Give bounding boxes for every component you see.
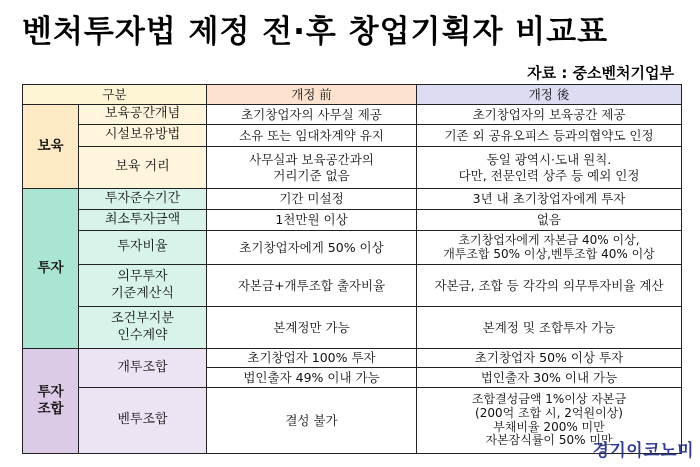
header-category: 구분 xyxy=(23,85,207,105)
table-row xyxy=(23,210,682,231)
row-item-line: 기준계산식 xyxy=(111,285,174,301)
table-row xyxy=(23,231,682,265)
row-after: 기존 외 공유오피스 등과의협약도 인정 xyxy=(417,125,682,147)
row-item-line: 의무투자 xyxy=(117,269,168,285)
row-item: 최소투자금액 xyxy=(79,210,207,231)
row-after xyxy=(417,147,682,189)
group-label-line: 투자 xyxy=(37,384,64,401)
row-before: 법인출자 49% 이내 가능 xyxy=(207,368,417,388)
comparison-table xyxy=(22,84,682,454)
source-label: 자료 : 중소벤처기업부 xyxy=(527,64,674,82)
row-after: 자본금, 조합 등 각각의 의무투자비율 계산 xyxy=(417,265,682,307)
row-item: 시설보유방법 xyxy=(79,125,207,147)
row-before: 기간 미설정 xyxy=(207,189,417,210)
row-after-line: 자본잠식률이 50% 미만 xyxy=(485,433,613,448)
row-after-line: 동일 광역시·도내 원칙. xyxy=(486,151,612,167)
row-item-line: 인수계약 xyxy=(117,327,168,343)
header-after: 개정 後 xyxy=(417,85,682,105)
row-after-line: 조합결성금액 1%이상 자본금 xyxy=(471,391,627,406)
row-item: 보육공간개념 xyxy=(79,105,207,125)
row-item: 투자비율 xyxy=(79,231,207,265)
row-before: 소유 또는 임대차계약 유지 xyxy=(207,125,417,147)
table-row xyxy=(23,307,682,349)
row-after-line: 초기창업자에게 자본금 40% 이상, xyxy=(458,232,640,247)
row-before-line: 거리기준 없음 xyxy=(273,167,350,183)
row-item: 보육 거리 xyxy=(79,147,207,189)
table-row xyxy=(23,105,682,125)
group-label-hold: 보육 xyxy=(23,105,79,189)
row-after-line: 개투조합 50% 이상,벤투조합 40% 이상 xyxy=(443,246,655,261)
group-label-fund xyxy=(23,349,79,454)
row-after: 본계정 및 조합투자 가능 xyxy=(417,307,682,349)
row-after: 초기창업자의 보육공간 제공 xyxy=(417,105,682,125)
row-item: 개투조합 xyxy=(79,349,207,388)
table-row xyxy=(23,388,682,454)
row-after: 3년 내 초기창업자에게 투자 xyxy=(417,189,682,210)
row-item-line: 조건부지분 xyxy=(111,311,174,327)
table-row xyxy=(23,125,682,147)
row-after-line: (200억 조합 시, 2억원이상) xyxy=(475,405,623,420)
row-before: 1천만원 이상 xyxy=(207,210,417,231)
group-label-invest: 투자 xyxy=(23,189,79,349)
row-after-line: 다만, 전문인력 상주 등 예외 인정 xyxy=(458,167,640,183)
row-item: 벤투조합 xyxy=(79,388,207,454)
row-before: 결성 불가 xyxy=(207,388,417,454)
header-before: 개정 前 xyxy=(207,85,417,105)
table-row xyxy=(23,265,682,307)
row-after-line: 부채비율 200% 미만 xyxy=(493,419,605,434)
group-label-line: 조합 xyxy=(37,401,64,417)
page-title: 벤처투자법 제정 전·후 창업기획자 비교표 xyxy=(22,14,609,50)
table-header-row xyxy=(23,85,682,105)
row-item: 투자준수기간 xyxy=(79,189,207,210)
row-after: 법인출자 30% 이내 가능 xyxy=(417,368,682,388)
row-before: 자본금+개투조합 출자비율 xyxy=(207,265,417,307)
row-before xyxy=(207,147,417,189)
row-before: 본계정만 가능 xyxy=(207,307,417,349)
row-after xyxy=(417,231,682,265)
row-before: 초기창업자에게 50% 이상 xyxy=(207,231,417,265)
row-before-line: 사무실과 보육공간과의 xyxy=(249,151,374,167)
row-item xyxy=(79,307,207,349)
table-row xyxy=(23,349,682,368)
row-after: 초기창업자 50% 이상 투자 xyxy=(417,349,682,368)
row-item xyxy=(79,265,207,307)
row-after: 없음 xyxy=(417,210,682,231)
watermark-logo: 경기이코노미 xyxy=(592,441,694,461)
table-row xyxy=(23,189,682,210)
row-before: 초기창업자 100% 투자 xyxy=(207,349,417,368)
row-before: 초기창업자의 사무실 제공 xyxy=(207,105,417,125)
table-row xyxy=(23,147,682,189)
